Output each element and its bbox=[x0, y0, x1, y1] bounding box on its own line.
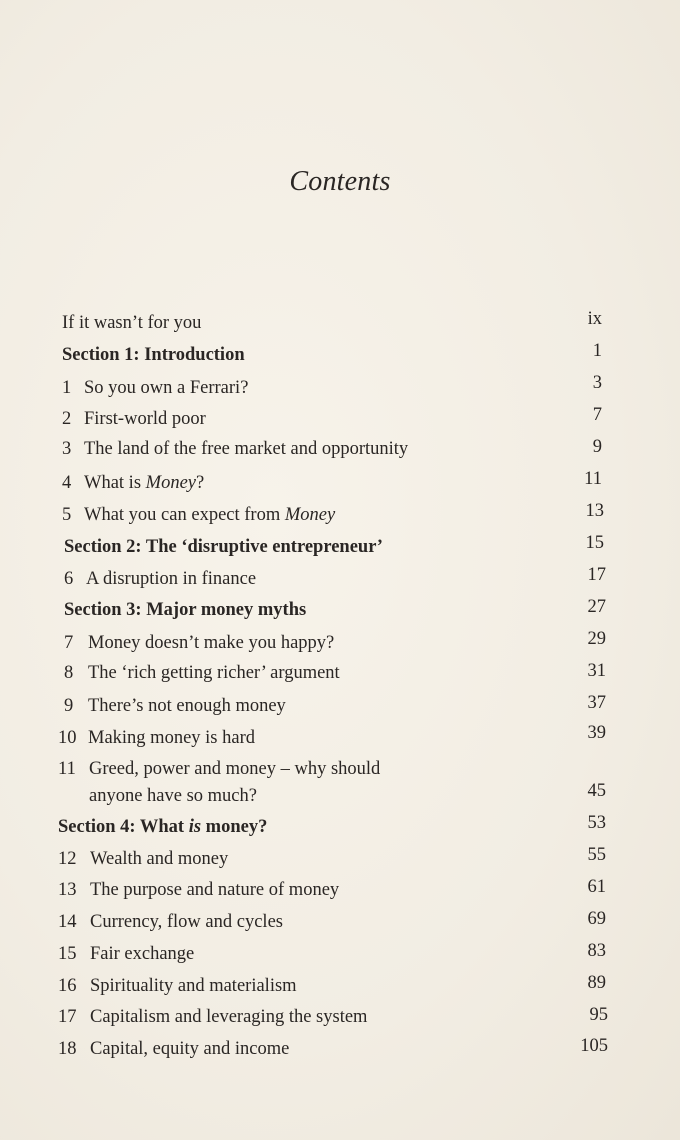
toc-chapter-number: 11 bbox=[58, 759, 76, 779]
toc-page-number: 95 bbox=[589, 1005, 608, 1025]
toc-chapter-2 bbox=[62, 406, 206, 432]
toc-entry-label: Money doesn’t make you happy? bbox=[88, 633, 335, 653]
toc-chapter-number: 3 bbox=[62, 439, 72, 459]
toc-section-4 bbox=[58, 814, 267, 840]
toc-chapter-number: 12 bbox=[58, 849, 77, 869]
toc-chapter-3 bbox=[62, 436, 408, 462]
toc-chapter-number: 6 bbox=[64, 569, 74, 589]
toc-page-number: 15 bbox=[585, 533, 604, 553]
toc-chapter-number: 17 bbox=[58, 1007, 77, 1027]
toc-chapter-number: 13 bbox=[58, 880, 77, 900]
toc-chapter-4 bbox=[62, 470, 204, 496]
toc-entry-label-italic: Money bbox=[145, 473, 196, 493]
toc-page-number: 1 bbox=[592, 341, 602, 361]
toc-chapter-number: 5 bbox=[62, 505, 72, 525]
toc-chapter-number: 9 bbox=[64, 696, 74, 716]
toc-entry-label: The purpose and nature of money bbox=[90, 880, 340, 900]
toc-page-number: 55 bbox=[587, 845, 606, 865]
toc-entry-label: A disruption in finance bbox=[86, 569, 257, 589]
toc-entry-label: First-world poor bbox=[84, 409, 206, 429]
toc-entry-label: ? bbox=[196, 473, 205, 493]
toc-chapter-number: 4 bbox=[62, 473, 72, 493]
toc-chapter-15 bbox=[58, 941, 194, 967]
toc-entry-foreword bbox=[62, 310, 201, 336]
toc-chapter-1 bbox=[62, 375, 248, 401]
toc-section-label: money? bbox=[201, 817, 268, 837]
toc-entry-label: Making money is hard bbox=[88, 728, 255, 748]
toc-entry-label: The land of the free market and opportunity bbox=[84, 439, 409, 459]
toc-page-number: 37 bbox=[587, 693, 606, 713]
toc-chapter-number: 15 bbox=[58, 944, 77, 964]
toc-chapter-17 bbox=[58, 1004, 367, 1030]
page-title: Contents bbox=[289, 166, 391, 197]
toc-chapter-11-continued bbox=[89, 783, 257, 809]
toc-chapter-10 bbox=[58, 725, 255, 751]
toc-page-number: 7 bbox=[592, 405, 602, 425]
toc-page-number: 27 bbox=[587, 597, 606, 617]
toc-chapter-6 bbox=[64, 566, 256, 592]
toc-page-number: 39 bbox=[587, 723, 606, 743]
toc-entry-label: What you can expect from bbox=[84, 505, 285, 525]
toc-entry-label: So you own a Ferrari? bbox=[84, 378, 249, 398]
toc-chapter-8 bbox=[64, 660, 340, 686]
toc-chapter-number: 18 bbox=[58, 1039, 77, 1059]
toc-page-number: ix bbox=[587, 309, 602, 329]
toc-page-number: 53 bbox=[587, 813, 606, 833]
toc-page-number: 11 bbox=[584, 469, 602, 489]
toc-chapter-12 bbox=[58, 846, 228, 872]
toc-chapter-number: 8 bbox=[64, 663, 74, 683]
toc-chapter-number: 2 bbox=[62, 409, 72, 429]
toc-section-1 bbox=[62, 342, 245, 368]
toc-entry-label: If it wasn’t for you bbox=[62, 313, 202, 333]
toc-page-number: 89 bbox=[587, 973, 606, 993]
toc-entry-label: Spirituality and materialism bbox=[90, 976, 297, 996]
toc-page-number: 83 bbox=[587, 941, 606, 961]
toc-section-2 bbox=[64, 534, 383, 560]
toc-chapter-18 bbox=[58, 1036, 289, 1062]
toc-chapter-7 bbox=[64, 630, 334, 656]
toc-entry-label: What is bbox=[84, 473, 146, 493]
toc-chapter-number: 14 bbox=[58, 912, 77, 932]
toc-entry-label: Capitalism and leveraging the system bbox=[90, 1007, 368, 1027]
toc-chapter-14 bbox=[58, 909, 283, 935]
toc-page-number: 3 bbox=[592, 373, 602, 393]
toc-chapter-number: 7 bbox=[64, 633, 74, 653]
toc-page-number: 29 bbox=[587, 629, 606, 649]
toc-page-number: 9 bbox=[592, 437, 602, 457]
toc-entry-label: Wealth and money bbox=[90, 849, 229, 869]
toc-entry-label: Capital, equity and income bbox=[90, 1039, 290, 1059]
toc-chapter-16 bbox=[58, 973, 297, 999]
toc-page-number: 45 bbox=[587, 781, 606, 801]
toc-section-label: Section 3: Major money myths bbox=[64, 600, 307, 620]
toc-entry-label-continued: anyone have so much? bbox=[89, 786, 257, 806]
toc-chapter-5 bbox=[62, 502, 335, 528]
toc-entry-label: Fair exchange bbox=[90, 944, 195, 964]
toc-entry-label: There’s not enough money bbox=[88, 696, 286, 716]
toc-entry-label: Greed, power and money – why should bbox=[89, 759, 381, 779]
toc-chapter-number: 10 bbox=[58, 728, 77, 748]
toc-chapter-11 bbox=[58, 756, 380, 782]
toc-section-label: Section 4: What bbox=[58, 817, 189, 837]
toc-chapter-number: 16 bbox=[58, 976, 77, 996]
toc-chapter-number: 1 bbox=[62, 378, 72, 398]
toc-page-number: 31 bbox=[587, 661, 606, 681]
toc-section-label: Section 1: Introduction bbox=[62, 345, 245, 365]
toc-section-label-italic: is bbox=[188, 817, 202, 837]
toc-page-number: 61 bbox=[587, 877, 606, 897]
toc-page-number: 105 bbox=[580, 1036, 608, 1056]
toc-page-number: 17 bbox=[587, 565, 606, 585]
toc-section-label: Section 2: The ‘disruptive entrepreneur’ bbox=[64, 537, 383, 557]
toc-chapter-13 bbox=[58, 877, 339, 903]
toc-section-3 bbox=[64, 597, 306, 623]
toc-entry-label: Currency, flow and cycles bbox=[90, 912, 283, 932]
toc-entry-label: The ‘rich getting richer’ argument bbox=[88, 663, 340, 683]
toc-page-number: 69 bbox=[587, 909, 606, 929]
toc-chapter-9 bbox=[64, 693, 286, 719]
toc-page-number: 13 bbox=[585, 501, 604, 521]
toc-entry-label-italic: Money bbox=[284, 505, 336, 525]
